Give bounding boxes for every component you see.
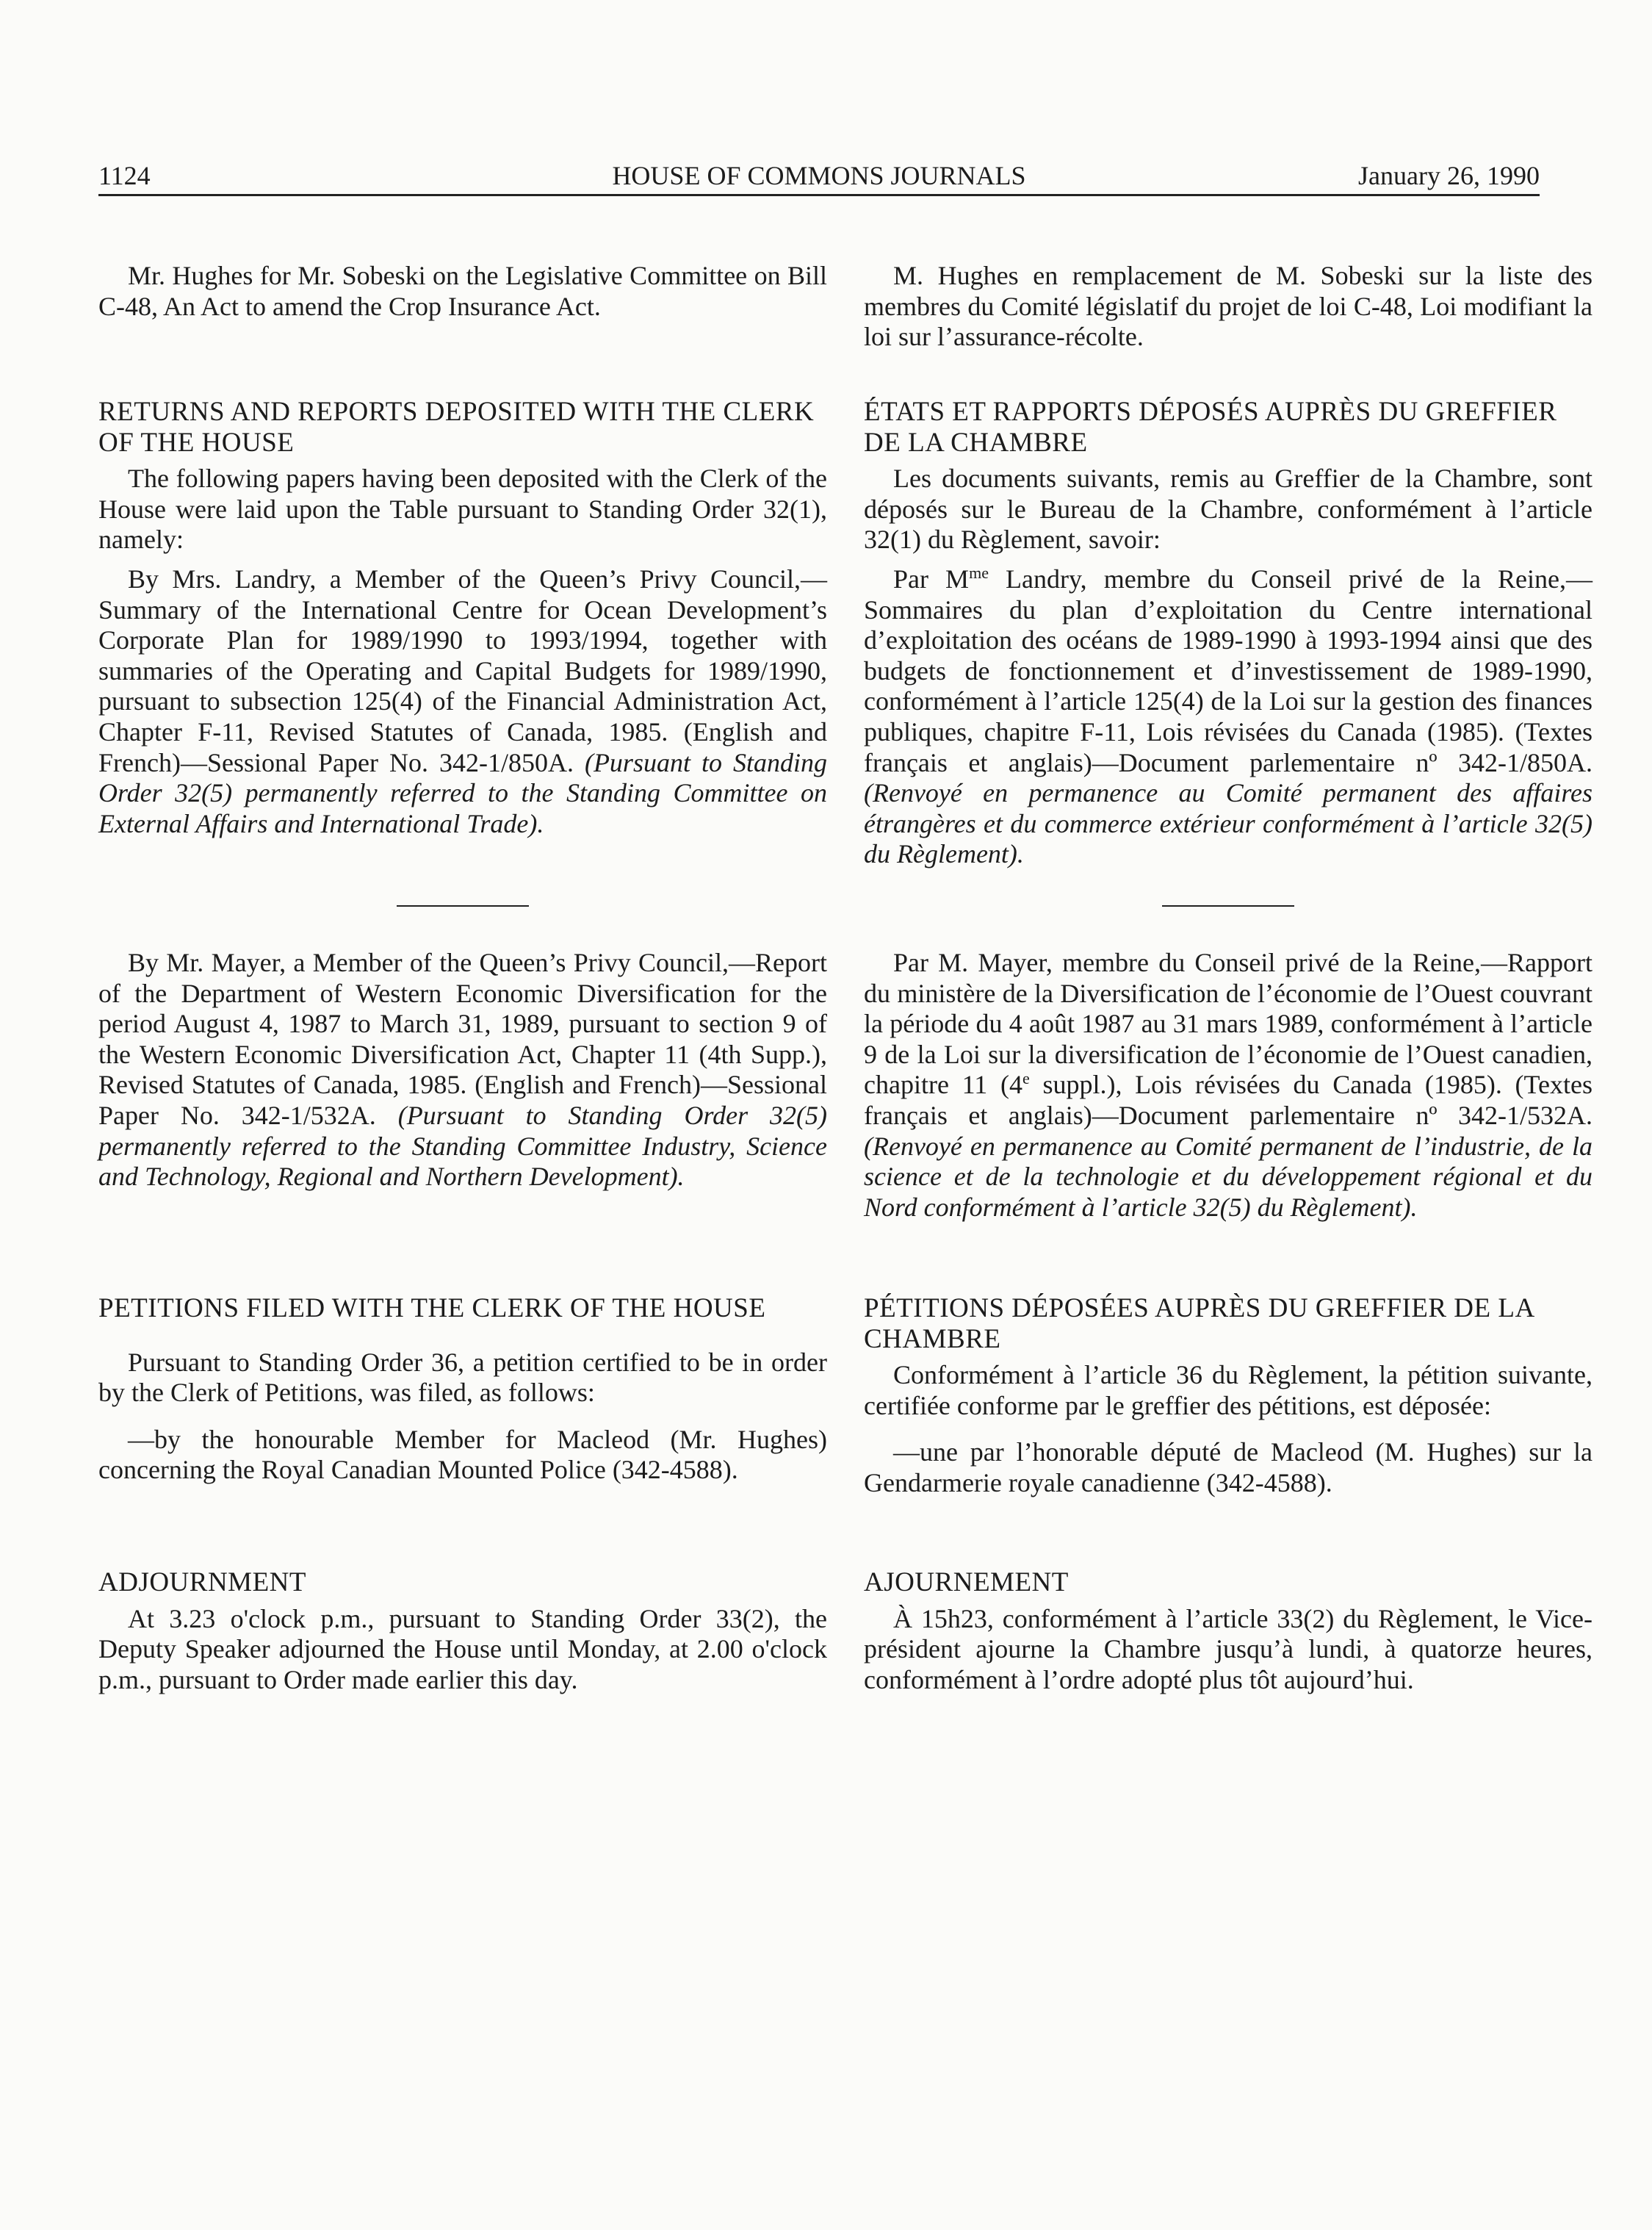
divider-line-fr	[1162, 905, 1294, 907]
adjournment-section-fr	[864, 1567, 1593, 1695]
journal-title: HOUSE OF COMMONS JOURNALS	[612, 161, 1026, 190]
section-divider	[98, 905, 827, 907]
landry-paper-fr	[864, 564, 1593, 870]
mayer-section	[98, 948, 827, 1193]
returns-section	[98, 397, 827, 839]
landry-referral: (Pursuant to Standing Order 32(5) permanently referred to the Standing Committee on External Affairs and International Trade).	[98, 747, 827, 838]
mayer-paper	[98, 948, 827, 1193]
committee-change-section-fr	[864, 261, 1593, 353]
landry-prefix-fr: Par M	[893, 564, 970, 594]
committee-change-text-fr: M. Hughes en remplacement de M. Sobeski sur la liste des membres du Comité législatif du projet de loi C-48, Loi modifiant la loi sur l’assurance-récolte.	[864, 261, 1593, 352]
mayer-prefix-fr: Par M. Mayer, membre du Conseil privé de la Reine,—Rapport du ministère de la Diversification de l’économie de l’Ouest couvrant la période du 4 août 1987 au 31 mars 1989, conformément à l’article 9 de la Loi sur la diversification de l’économie de l’Ouest canadien, chapitre 11 (4	[864, 948, 1593, 1100]
mayer-paper-fr	[864, 948, 1593, 1223]
adjournment-section	[98, 1567, 827, 1695]
landry-paper-text-fr: Landry, membre du Conseil privé de la Reine,—Sommaires du plan d’exploitation du Centre international d’exploitation des océans de 1989-1990 à 1993-1994 ainsi que des budgets de fonctionnement et d’investissement de 1989-1990, conformément à l’article 125(4) de la Loi sur la gestion des finances publiques, chapitre F-11, Lois révisées du Canada (1985). (Textes français et anglais)—Document parlementaire nº 342-1/850A.	[864, 564, 1593, 777]
committee-change-section	[98, 261, 827, 322]
mayer-referral-fr: (Renvoyé en permanence au Comité permanent de l’industrie, de la science et de la technologie et du développement régional et du Nord conformément à l’article 32(5) du Règlement).	[864, 1131, 1593, 1222]
section-divider-fr	[864, 905, 1593, 907]
petitions-section	[98, 1293, 827, 1486]
returns-intro-fr: Les documents suivants, remis au Greffier de la Chambre, sont déposés sur le Bureau de la Chambre, conformément à l’article 32(1) du Règlement, savoir:	[864, 464, 1593, 555]
petitions-section-fr	[864, 1293, 1593, 1499]
mayer-referral: (Pursuant to Standing Order 32(5) permanently referred to the Standing Committee Industry, Science and Technology, Regional and Northern Development).	[98, 1100, 827, 1192]
returns-section-fr	[864, 397, 1593, 870]
adjournment-text: At 3.23 o'clock p.m., pursuant to Standing Order 33(2), the Deputy Speaker adjourned the House until Monday, at 2.00 o'clock p.m., pursuant to Order made earlier this day.	[98, 1603, 827, 1694]
mayer-section-fr	[864, 948, 1593, 1223]
petition-item: —by the honourable Member for Macleod (Mr. Hughes) concerning the Royal Canadian Mounted Police (342-4588).	[98, 1424, 827, 1485]
returns-heading: RETURNS AND REPORTS DEPOSITED WITH THE CLERK OF THE HOUSE	[98, 397, 815, 458]
landry-paper	[98, 564, 827, 839]
committee-change-text: Mr. Hughes for Mr. Sobeski on the Legislative Committee on Bill C-48, An Act to amend the Crop Insurance Act.	[98, 261, 827, 321]
returns-heading-fr: ÉTATS ET RAPPORTS DÉPOSÉS AUPRÈS DU GREFFIER DE LA CHAMBRE	[864, 397, 1557, 458]
landry-sup-fr: me	[969, 563, 989, 582]
adjournment-heading: ADJOURNMENT	[98, 1567, 306, 1597]
adjournment-text-fr: À 15h23, conformément à l’article 33(2) du Règlement, le Vice-président ajourne la Chambre jusqu’à lundi, à quatorze heures, conformément à l’ordre adopté plus tôt aujourd’hui.	[864, 1603, 1593, 1694]
returns-intro: The following papers having been deposited with the Clerk of the House were laid upon the Table pursuant to Standing Order 32(1), namely:	[98, 464, 827, 555]
page-number: 1124	[98, 161, 151, 190]
page-header	[98, 157, 1540, 196]
mayer-paper-text-fr: suppl.), Lois révisées du Canada (1985). (Textes français et anglais)—Document parlementaire nº 342-1/532A.	[864, 1070, 1593, 1130]
landry-referral-fr: (Renvoyé en permanence au Comité permanent des affaires étrangères et du commerce extérieur conformément à l’article 32(5) du Règlement).	[864, 778, 1593, 869]
adjournment-heading-fr: AJOURNEMENT	[864, 1567, 1069, 1597]
landry-paper-text: By Mrs. Landry, a Member of the Queen’s Privy Council,—Summary of the International Centre for Ocean Development’s Corporate Plan for 1989/1990 to 1993/1994, together with summaries of the Operating and Capital Budgets for 1989/1990, pursuant to subsection 125(4) of the Financial Administration Act, Chapter F-11, Revised Statutes of Canada, 1985. (English and French)—Sessional Paper No. 342-1/850A.	[98, 564, 827, 777]
journal-date: January 26, 1990	[1358, 161, 1540, 190]
petitions-intro: Pursuant to Standing Order 36, a petition certified to be in order by the Clerk of Petitions, was filed, as follows:	[98, 1347, 827, 1408]
mayer-paper-text: By Mr. Mayer, a Member of the Queen’s Privy Council,—Report of the Department of Western Economic Diversification for the period August 4, 1987 to March 31, 1989, pursuant to section 9 of the Western Economic Diversification Act, Chapter 11 (4th Supp.), Revised Statutes of Canada, 1985. (English and French)—Sessional Paper No. 342-1/532A.	[98, 948, 827, 1130]
petition-item-fr: —une par l’honorable député de Macleod (M. Hughes) sur la Gendarmerie royale canadienne (342-4588).	[864, 1437, 1593, 1497]
mayer-sup-fr: e	[1022, 1069, 1030, 1088]
petitions-heading: PETITIONS FILED WITH THE CLERK OF THE HOUSE	[98, 1293, 766, 1323]
divider-line	[397, 905, 529, 907]
petitions-heading-fr: PÉTITIONS DÉPOSÉES AUPRÈS DU GREFFIER DE LA CHAMBRE	[864, 1293, 1534, 1354]
petitions-intro-fr: Conformément à l’article 36 du Règlement, la pétition suivante, certifiée conforme par le greffier des pétitions, est déposée:	[864, 1360, 1593, 1420]
